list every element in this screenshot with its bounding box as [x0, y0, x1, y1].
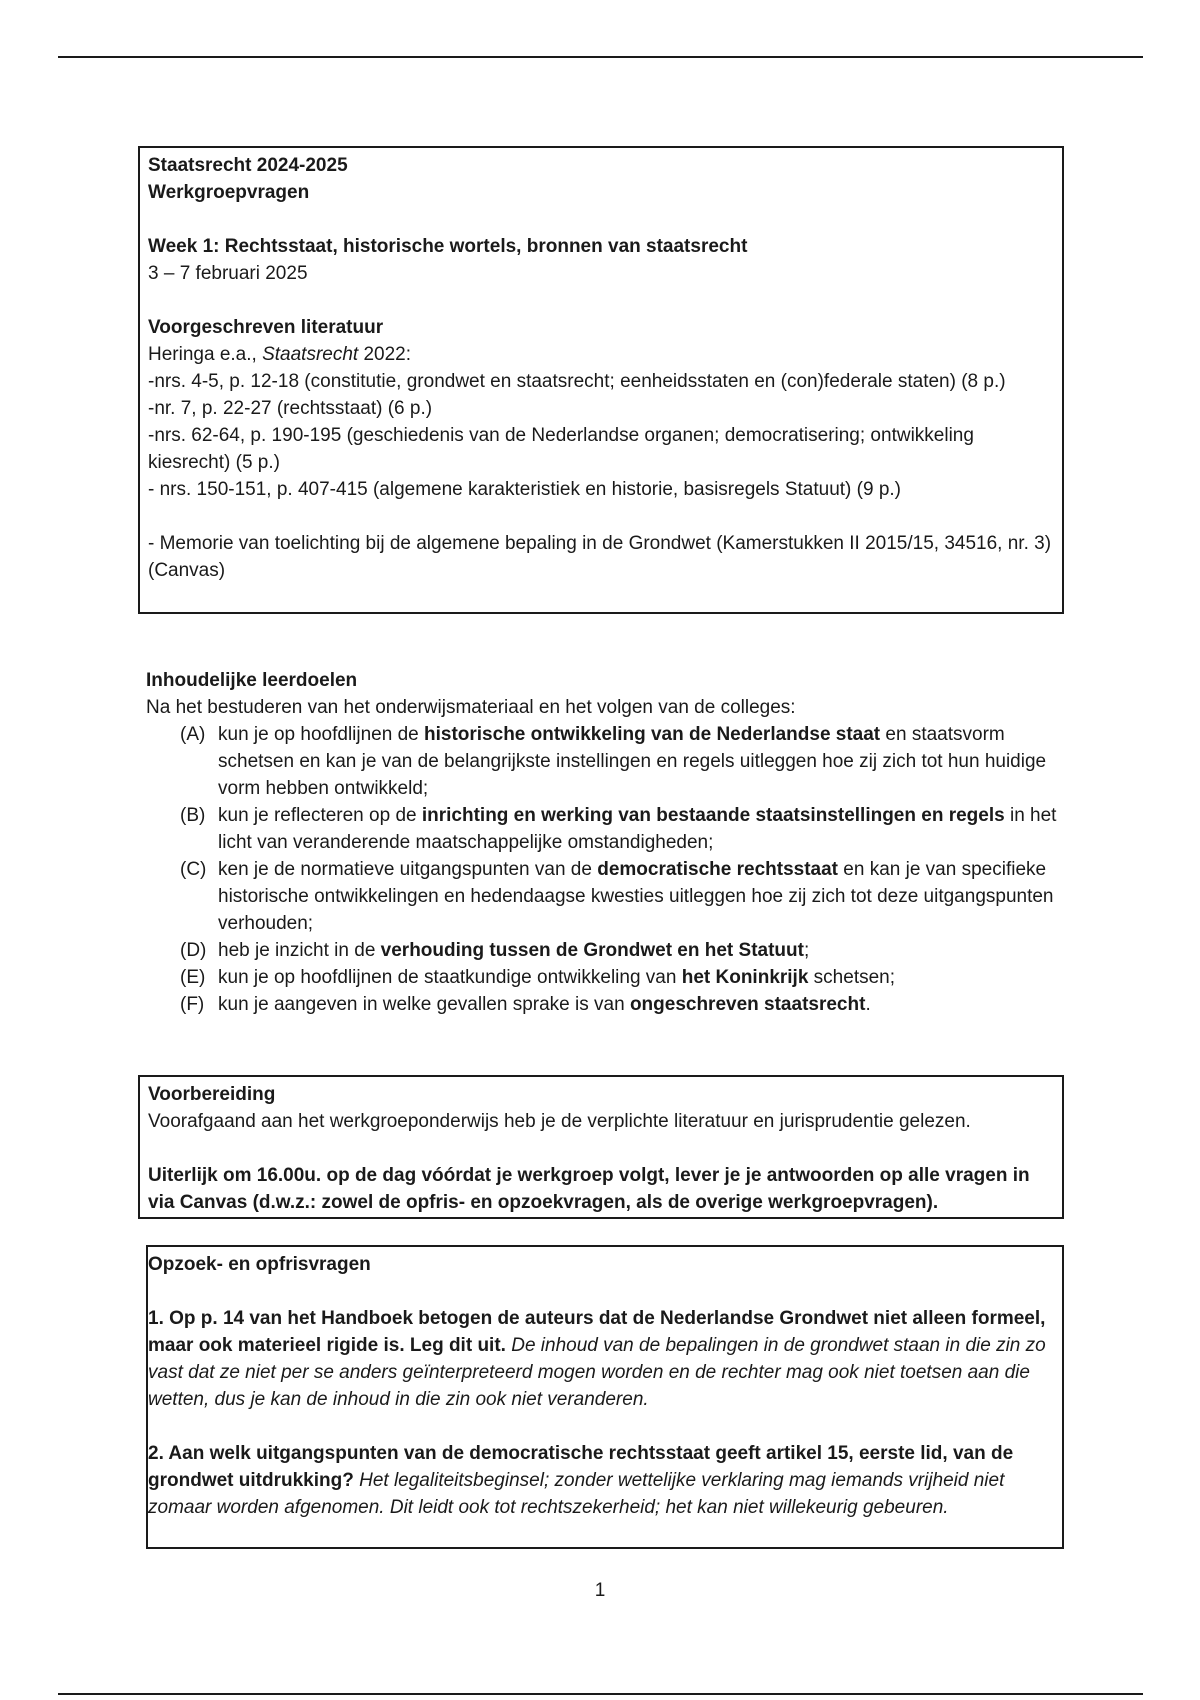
goals-heading: Inhoudelijke leerdoelen [146, 670, 358, 691]
question-item: 1. Op p. 14 van het Handboek betogen de auteurs dat de Nederlandse Grondwet niet alleen formeel, maar ook materieel rigide is. Leg dit uit. De inhoud van de bepalingen in de grondwet staan in die zin zo vast dat ze niet per se anders geïnterpreteerd mogen worden en de rechter mag ook niet toetsen aan die wetten, dus je kan de inhoud in die zin ook niet veranderen. [148, 1308, 1046, 1410]
question-item: 2. Aan welk uitgangspunten van de democratische rechtsstaat geeft artikel 15, eerste lid, van de grondwet uitdrukking? Het legaliteitsbeginsel; zonder wettelijke verklaring mag iemands vrijheid niet zomaar worden afgenomen. Dit leidt ook tot rechtszekerheid; het kan niet willekeurig gebeuren. [148, 1443, 1014, 1518]
prep-deadline: Uiterlijk om 16.00u. op de dag vóórdat je werkgroep volgt, lever je je antwoorden op alle vragen in via Canvas (d.w.z.: zowel de opfris- en opzoekvragen, als de overige werkgroepvragen). [148, 1165, 1030, 1213]
literature-item: -nr. 7, p. 22-27 (rechtsstaat) (6 p.) [148, 398, 433, 419]
goal-item: (F) kun je aangeven in welke gevallen sprake is van ongeschreven staatsrecht. [180, 994, 871, 1015]
prep-text: Voorafgaand aan het werkgroeponderwijs heb je de verplichte literatuur en jurisprudentie gelezen. [148, 1111, 971, 1132]
page-number: 1 [594, 1580, 606, 1601]
goals-intro: Na het bestuderen van het onderwijsmateriaal en het volgen van de colleges: [146, 697, 796, 718]
week-dates: 3 – 7 februari 2025 [148, 263, 308, 284]
questions-box [146, 1245, 1064, 1549]
memorie-item: - Memorie van toelichting bij de algemene bepaling in de Grondwet (Kamerstukken II 2015/15, 34516, nr. 3) (Canvas) [148, 533, 1052, 581]
goal-item: (C) ken je de normatieve uitgangspunten van de democratische rechtsstaat en kan je van specifieke historische ontwikkelingen en hedendaagse kwesties uitleggen hoe zij zich tot deze uitgangspunten verhouden; [180, 859, 1054, 934]
questions-heading: Opzoek- en opfrisvragen [148, 1254, 371, 1275]
literature-item: -nrs. 4-5, p. 12-18 (constitutie, grondwet en staatsrecht; eenheidsstaten en (con)federale staten) (8 p.) [148, 371, 1006, 392]
goal-item: (E) kun je op hoofdlijnen de staatkundige ontwikkeling van het Koninkrijk schetsen; [180, 967, 896, 988]
footer-rule [58, 1693, 1143, 1695]
literature-intro: Heringa e.a., Staatsrecht 2022: [148, 344, 412, 365]
course-info-box [138, 146, 1064, 614]
preparation-box [138, 1075, 1064, 1219]
literature-item: - nrs. 150-151, p. 407-415 (algemene karakteristiek en historie, basisregels Statuut) (9 p.) [148, 479, 901, 500]
course-title: Staatsrecht 2024-2025 [148, 155, 348, 176]
header-rule [58, 56, 1143, 58]
literature-item: -nrs. 62-64, p. 190-195 (geschiedenis van de Nederlandse organen; democratisering; ontwikkeling kiesrecht) (5 p.) [148, 425, 974, 473]
goal-item: (B) kun je reflecteren op de inrichting en werking van bestaande staatsinstellingen en regels in het licht van veranderende maatschappelijke omstandigheden; [180, 805, 1057, 853]
goal-item: (A) kun je op hoofdlijnen de historische ontwikkeling van de Nederlandse staat en staatsvorm schetsen en kan je van de belangrijkste instellingen en regels uitleggen hoe zij zich tot hun huidige vorm hebben ontwikkeld; [180, 724, 1047, 799]
literature-heading: Voorgeschreven literatuur [148, 317, 384, 338]
learning-goals-section [146, 667, 1066, 1018]
prep-heading: Voorbereiding [148, 1084, 276, 1105]
goals-list [146, 721, 1066, 1018]
document-subtitle: Werkgroepvragen [148, 182, 310, 203]
goal-item: (D) heb je inzicht in de verhouding tussen de Grondwet en het Statuut; [180, 940, 810, 961]
week-title: Week 1: Rechtsstaat, historische wortels, bronnen van staatsrecht [148, 236, 748, 257]
